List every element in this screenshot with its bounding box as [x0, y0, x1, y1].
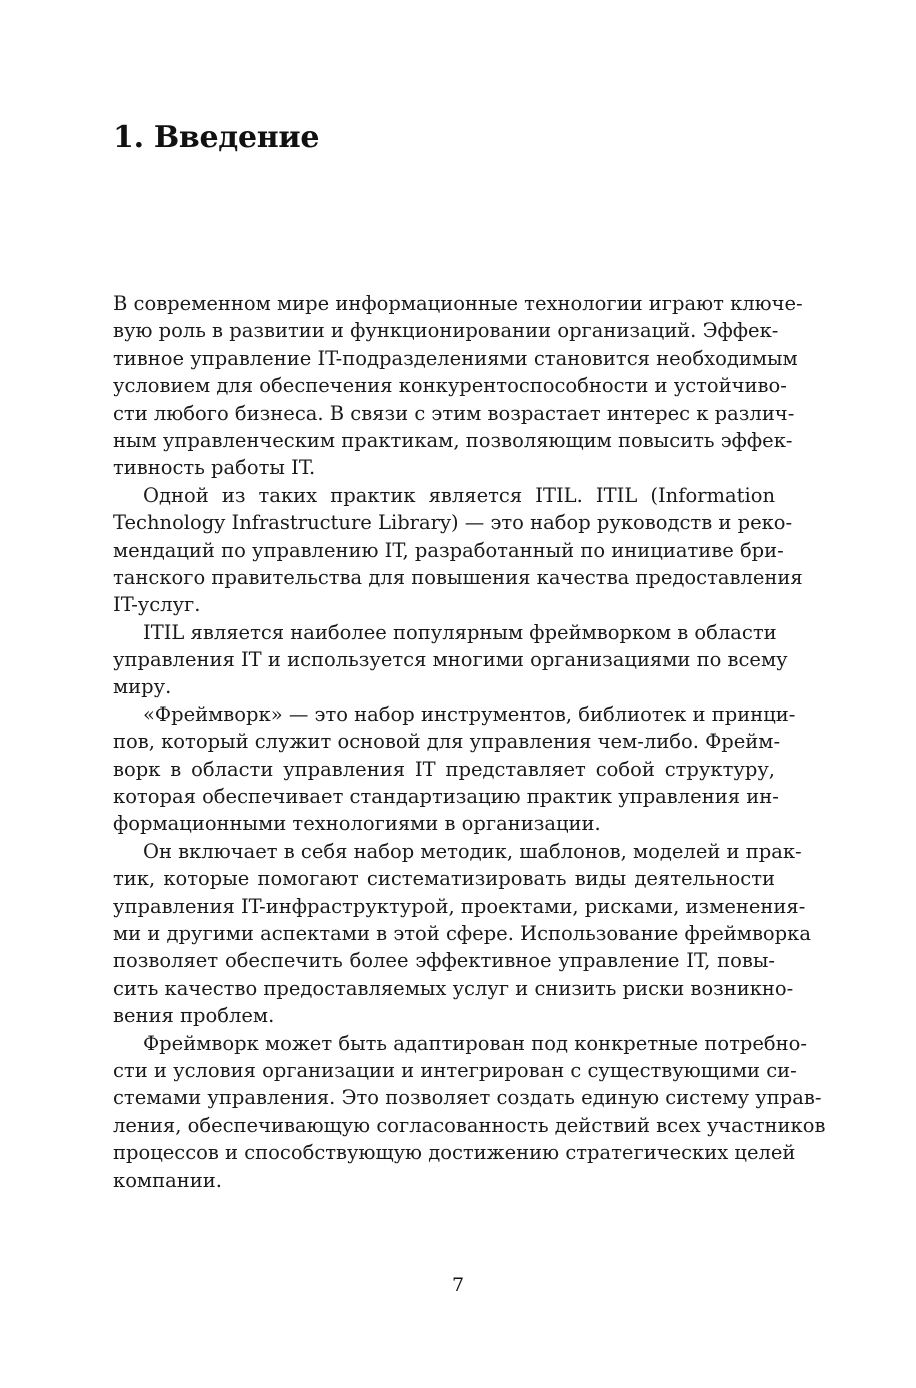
paragraph	[113, 482, 803, 619]
text-line: пов, который служит основой для управления чем-либо. Фрейм-	[113, 730, 781, 754]
text-line: тивность работы IT.	[113, 456, 316, 480]
text-line: ITIL является наиболее популярным фреймворком в области	[143, 620, 777, 644]
paragraph	[113, 1030, 826, 1194]
text-line: процессов и способствующую достижению стратегических целей	[113, 1141, 796, 1165]
text-line: Фреймворк может быть адаптирован под конкретные потребно-	[143, 1031, 807, 1055]
body-text	[113, 290, 826, 1194]
text-line: ворк в области управления IT представляет собой структуру,	[113, 757, 775, 781]
text-line: ми и другими аспектами в этой сфере. Использование фреймворка	[113, 921, 811, 945]
text-line: «Фреймворк» — это набор инструментов, библиотек и принци-	[143, 702, 796, 726]
text-line: сти и условия организации и интегрирован с существующими си-	[113, 1058, 797, 1082]
text-line: миру.	[113, 675, 172, 699]
paragraph	[113, 838, 811, 1030]
text-line: тик, которые помогают систематизировать виды деятельности	[113, 867, 775, 891]
text-line: сить качество предоставляемых услуг и снизить риски возникно-	[113, 976, 794, 1000]
text-line: стемами управления. Это позволяет создать единую систему управ-	[113, 1086, 822, 1110]
text-line: мендаций по управлению IT, разработанный по инициативе бри-	[113, 538, 784, 562]
text-line: управления IT-инфраструктурой, проектами, рисками, изменения-	[113, 894, 806, 918]
chapter-title: 1. Введение	[113, 120, 320, 155]
text-line: управления IT и используется многими организациями по всему	[113, 648, 788, 672]
text-line: В современном мире информационные технологии играют ключе-	[113, 292, 803, 315]
text-line: Он включает в себя набор методик, шаблонов, моделей и прак-	[143, 839, 802, 863]
text-line: ления, обеспечивающую согласованность действий всех участников	[113, 1113, 826, 1137]
text-line: IT-услуг.	[113, 593, 201, 617]
text-line: компании.	[113, 1168, 222, 1192]
text-line: условием для обеспечения конкурентоспособности и устойчиво-	[113, 374, 787, 398]
text-line: вения проблем.	[113, 1004, 275, 1028]
text-line: ным управленческим практикам, позволяющим повысить эффек-	[113, 428, 793, 452]
paragraph	[113, 701, 796, 838]
paragraph	[113, 290, 803, 482]
text-line: формационными технологиями в организации.	[113, 812, 601, 836]
text-line: танского правительства для повышения качества предоставления	[113, 565, 803, 589]
text-line: которая обеспечивает стандартизацию практик управления ин-	[113, 785, 779, 809]
text-line: сти любого бизнеса. В связи с этим возрастает интерес к различ-	[113, 401, 795, 425]
paragraph	[113, 619, 788, 701]
text-line: Technology Infrastructure Library) — это набор руководств и реко-	[113, 511, 793, 535]
text-line: вую роль в развитии и функционировании организаций. Эффек-	[113, 319, 779, 343]
text-line: тивное управление IT-подразделениями становится необходимым	[113, 346, 798, 370]
text-line: Одной из таких практик является ITIL. ITIL (Information	[143, 483, 775, 507]
text-line: позволяет обеспечить более эффективное управление IT, повы-	[113, 949, 775, 973]
page-number: 7	[451, 1274, 465, 1296]
